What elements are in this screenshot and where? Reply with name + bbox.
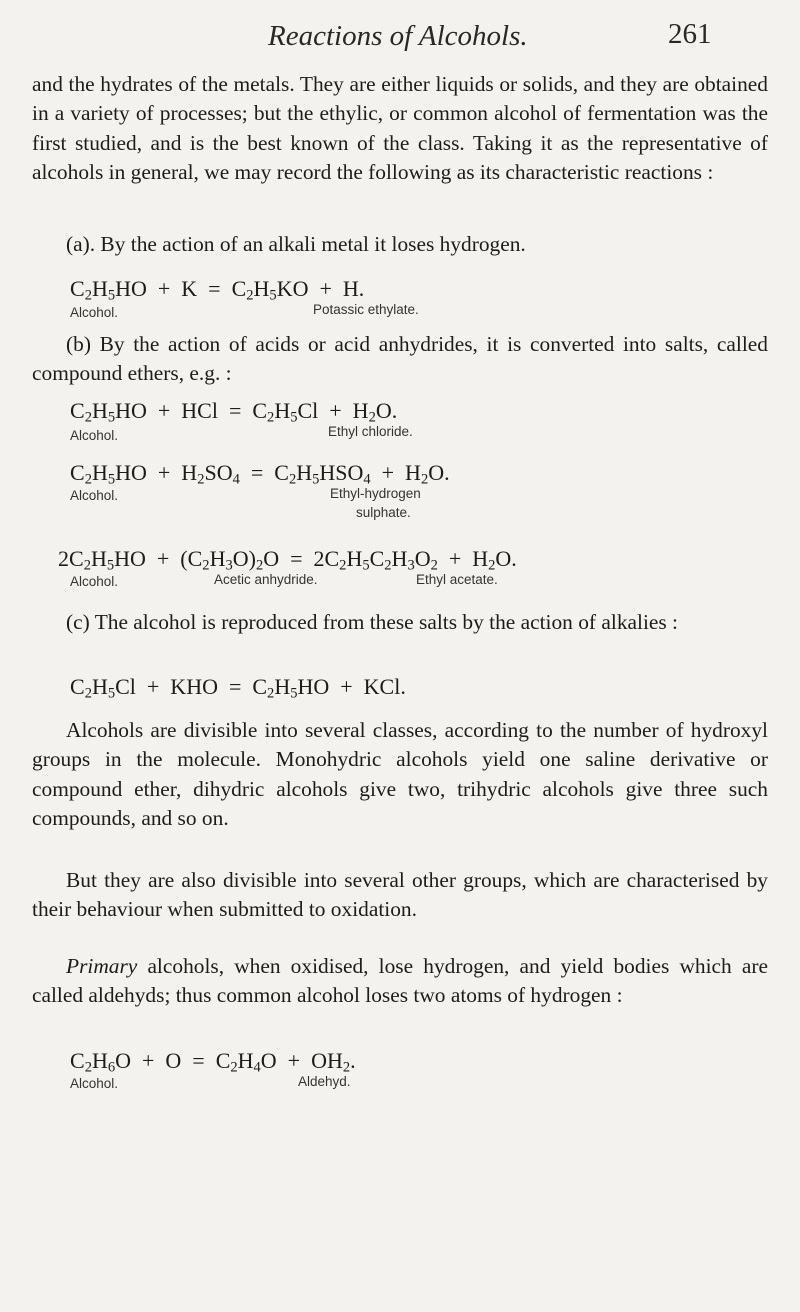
caption-alcohol-1: Alcohol.	[70, 305, 119, 320]
caption-acetic-anhydride: Acetic anhydride.	[214, 572, 318, 587]
oxidation-paragraph: But they are also divisible into several other groups, which are characterised by their behaviour when submitted to oxidation.	[32, 868, 768, 922]
caption-ethyl-hydrogen: Ethyl-hydrogen	[330, 486, 421, 501]
page-number: 261	[668, 18, 712, 50]
alcohol-classes-paragraph: Alcohols are divisible into several classes, according to the number of hydroxyl groups in the molecule. Monohydric alcohols yield one saline derivative or compound ether, dihydric alcohols give two, trihydric alcohols give three such compounds, and so on.	[32, 718, 768, 831]
equation-ethyl-chloride: $C_2H_5HO$ + HCl = $C_2H_5Cl + H_2O$.	[70, 398, 398, 426]
reaction-c-paragraph: (c) The alcohol is reproduced from these salts by the action of alkalies :	[66, 610, 679, 634]
page-header	[0, 14, 800, 64]
caption-potassic-ethylate: Potassic ethylate.	[313, 302, 419, 317]
caption-aldehyd: Aldehyd.	[298, 1074, 351, 1089]
caption-ethyl-chloride: Ethyl chloride.	[328, 424, 413, 439]
reaction-b-paragraph: (b) By the action of acids or acid anhydrides, it is converted into salts, called compound ethers, e.g. :	[32, 332, 768, 386]
running-title: Reactions of Alcohols.	[268, 20, 528, 52]
primary-alcohols-paragraph	[32, 952, 768, 1011]
intro-paragraph: and the hydrates of the metals. They are either liquids or solids, and they are obtained in a variety of processes; but the ethylic, or common alcohol of fermentation was the first studied, and is the best known of the class. Taking it as the representative of alcohols in general, we may record the following as its characteristic reactions :	[32, 72, 768, 185]
caption-alcohol-3: Alcohol.	[70, 488, 119, 503]
caption-ethyl-acetate: Ethyl acetate.	[416, 572, 498, 587]
equation-ethyl-acetate: $2C_2H_5HO + (C_2H_3O)_2O = 2C_2H_5C_2H_3O_2 + H_2O$.	[58, 546, 517, 574]
primary-term: Primary	[66, 954, 138, 978]
equation-aldehyd: $C_2H_6O + O = C_2H_4O + OH_2$.	[70, 1048, 356, 1076]
caption-alcohol-2: Alcohol.	[70, 428, 119, 443]
primary-text: alcohols, when oxidised, lose hydrogen, and yield bodies which are called aldehyds; thus common alcohol loses two atoms of hydrogen :	[32, 954, 768, 1008]
caption-alcohol-5: Alcohol.	[70, 1076, 119, 1091]
reaction-a-paragraph: (a). By the action of an alkali metal it loses hydrogen.	[66, 232, 526, 256]
caption-sulphate: sulphate.	[356, 505, 411, 520]
equation-ethyl-hydrogen-sulphate: $C_2H_5HO + H_2SO_4 = C_2H_5HSO_4 + H_2O$.	[70, 460, 450, 488]
caption-alcohol-4: Alcohol.	[70, 574, 119, 589]
equation-ethylate: $C_2H_5HO + K = C_2H_5KO + H$.	[70, 276, 365, 304]
equation-alcohol-reproduced: $C_2H_5Cl$ + KHO = $C_2H_5HO$ + KCl.	[70, 674, 406, 702]
